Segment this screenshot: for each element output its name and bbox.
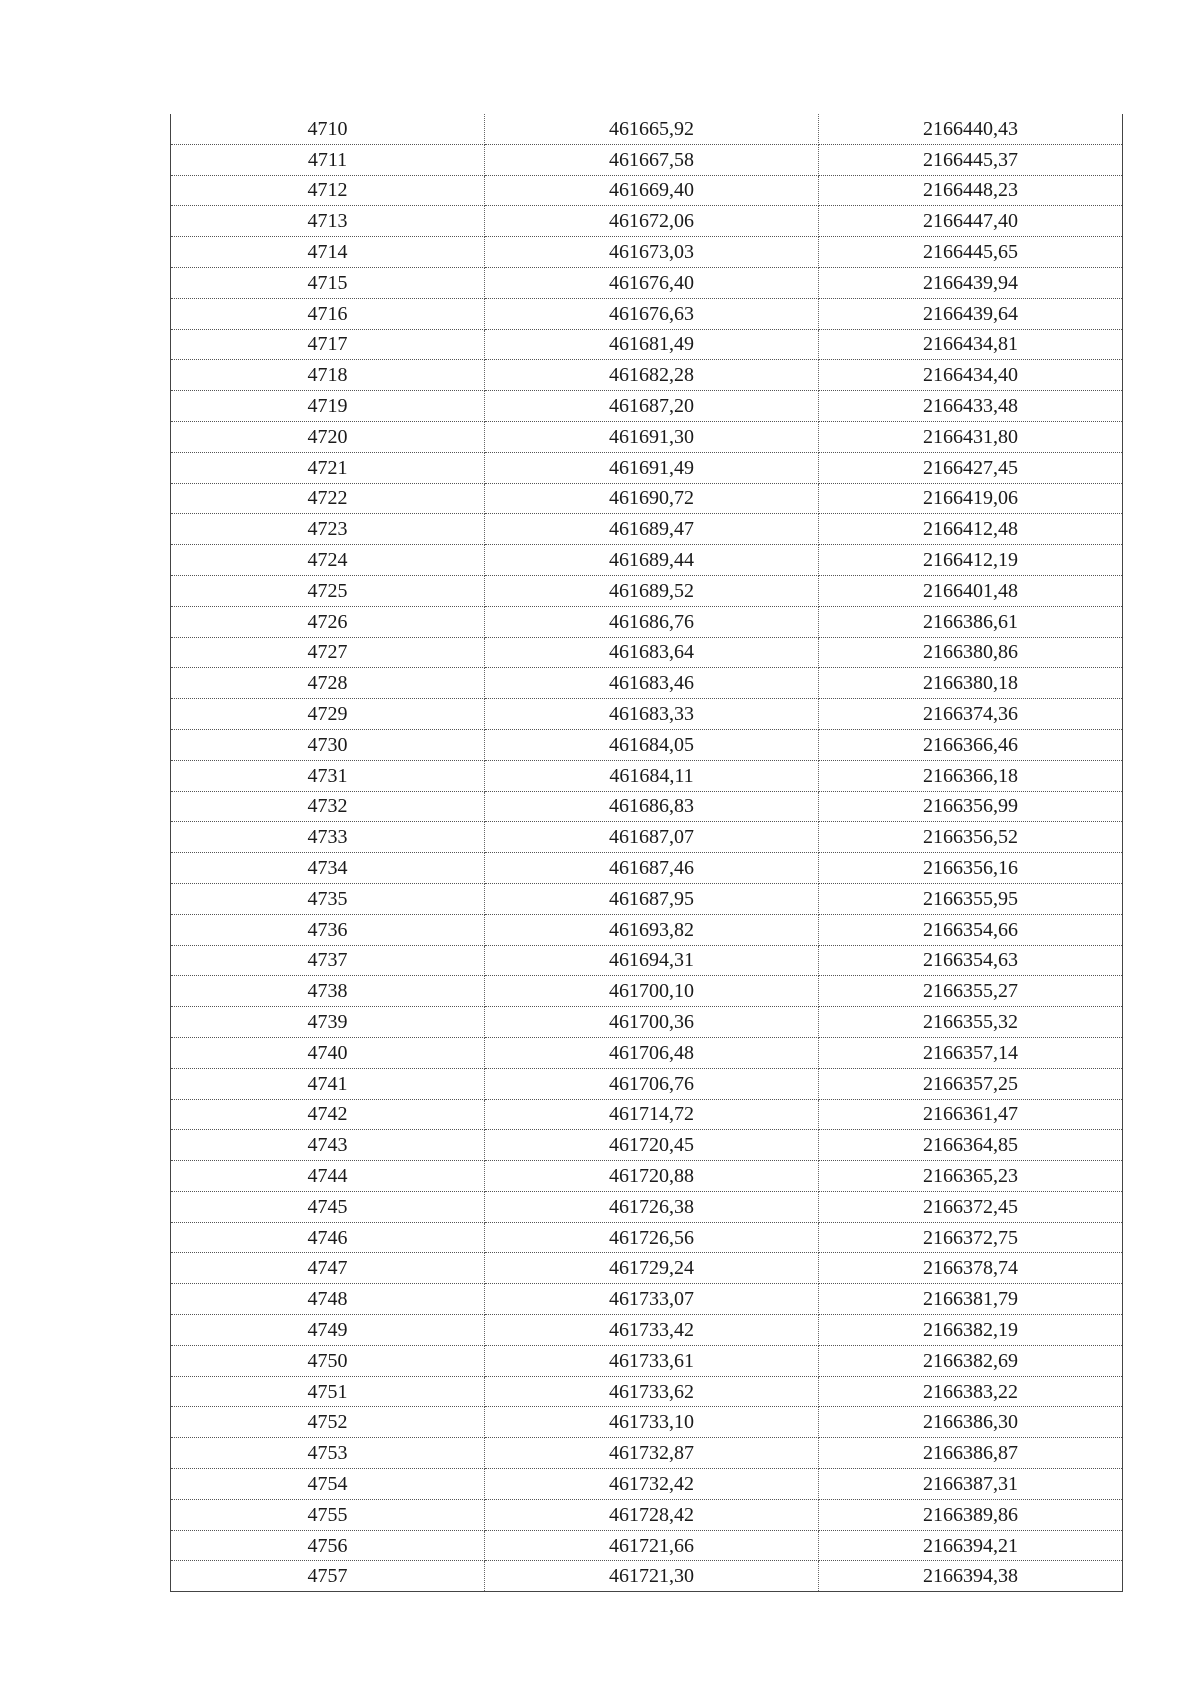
point-number-cell: 4734 bbox=[171, 853, 485, 884]
point-number-cell: 4720 bbox=[171, 421, 485, 452]
point-number-cell: 4744 bbox=[171, 1161, 485, 1192]
y-coordinate-cell: 2166394,38 bbox=[819, 1561, 1123, 1592]
table-row bbox=[171, 1499, 1123, 1530]
y-coordinate-cell: 2166356,16 bbox=[819, 853, 1123, 884]
x-coordinate-cell: 461676,40 bbox=[485, 267, 819, 298]
x-coordinate-cell: 461706,48 bbox=[485, 1037, 819, 1068]
point-number-cell: 4747 bbox=[171, 1253, 485, 1284]
y-coordinate-cell: 2166439,64 bbox=[819, 298, 1123, 329]
point-number-cell: 4754 bbox=[171, 1469, 485, 1500]
coordinates-table bbox=[170, 114, 1123, 1592]
point-number-cell: 4753 bbox=[171, 1438, 485, 1469]
x-coordinate-cell: 461691,30 bbox=[485, 421, 819, 452]
x-coordinate-cell: 461686,83 bbox=[485, 791, 819, 822]
x-coordinate-cell: 461720,45 bbox=[485, 1130, 819, 1161]
table-row bbox=[171, 760, 1123, 791]
table-row bbox=[171, 1099, 1123, 1130]
point-number-cell: 4725 bbox=[171, 575, 485, 606]
table-row bbox=[171, 267, 1123, 298]
table-row bbox=[171, 329, 1123, 360]
table-row bbox=[171, 1376, 1123, 1407]
y-coordinate-cell: 2166401,48 bbox=[819, 575, 1123, 606]
point-number-cell: 4728 bbox=[171, 668, 485, 699]
y-coordinate-cell: 2166386,30 bbox=[819, 1407, 1123, 1438]
y-coordinate-cell: 2166440,43 bbox=[819, 114, 1123, 144]
table-row bbox=[171, 1253, 1123, 1284]
y-coordinate-cell: 2166431,80 bbox=[819, 421, 1123, 452]
x-coordinate-cell: 461681,49 bbox=[485, 329, 819, 360]
table-row bbox=[171, 1561, 1123, 1592]
table-row bbox=[171, 1161, 1123, 1192]
point-number-cell: 4751 bbox=[171, 1376, 485, 1407]
coordinates-table-body bbox=[171, 114, 1123, 1592]
point-number-cell: 4746 bbox=[171, 1222, 485, 1253]
point-number-cell: 4723 bbox=[171, 514, 485, 545]
y-coordinate-cell: 2166372,75 bbox=[819, 1222, 1123, 1253]
y-coordinate-cell: 2166356,52 bbox=[819, 822, 1123, 853]
y-coordinate-cell: 2166361,47 bbox=[819, 1099, 1123, 1130]
point-number-cell: 4738 bbox=[171, 976, 485, 1007]
y-coordinate-cell: 2166394,21 bbox=[819, 1530, 1123, 1561]
point-number-cell: 4712 bbox=[171, 175, 485, 206]
y-coordinate-cell: 2166389,86 bbox=[819, 1499, 1123, 1530]
point-number-cell: 4722 bbox=[171, 483, 485, 514]
point-number-cell: 4721 bbox=[171, 452, 485, 483]
table-row bbox=[171, 1438, 1123, 1469]
point-number-cell: 4740 bbox=[171, 1037, 485, 1068]
table-row bbox=[171, 1315, 1123, 1346]
point-number-cell: 4742 bbox=[171, 1099, 485, 1130]
point-number-cell: 4755 bbox=[171, 1499, 485, 1530]
table-row bbox=[171, 606, 1123, 637]
y-coordinate-cell: 2166378,74 bbox=[819, 1253, 1123, 1284]
x-coordinate-cell: 461691,49 bbox=[485, 452, 819, 483]
y-coordinate-cell: 2166387,31 bbox=[819, 1469, 1123, 1500]
x-coordinate-cell: 461686,76 bbox=[485, 606, 819, 637]
x-coordinate-cell: 461733,42 bbox=[485, 1315, 819, 1346]
point-number-cell: 4741 bbox=[171, 1068, 485, 1099]
y-coordinate-cell: 2166372,45 bbox=[819, 1191, 1123, 1222]
y-coordinate-cell: 2166386,87 bbox=[819, 1438, 1123, 1469]
y-coordinate-cell: 2166448,23 bbox=[819, 175, 1123, 206]
x-coordinate-cell: 461732,87 bbox=[485, 1438, 819, 1469]
x-coordinate-cell: 461694,31 bbox=[485, 945, 819, 976]
point-number-cell: 4733 bbox=[171, 822, 485, 853]
table-row bbox=[171, 1530, 1123, 1561]
table-row bbox=[171, 668, 1123, 699]
point-number-cell: 4729 bbox=[171, 699, 485, 730]
x-coordinate-cell: 461700,36 bbox=[485, 1007, 819, 1038]
y-coordinate-cell: 2166364,85 bbox=[819, 1130, 1123, 1161]
table-row bbox=[171, 853, 1123, 884]
point-number-cell: 4718 bbox=[171, 360, 485, 391]
x-coordinate-cell: 461721,30 bbox=[485, 1561, 819, 1592]
x-coordinate-cell: 461687,20 bbox=[485, 391, 819, 422]
table-row bbox=[171, 791, 1123, 822]
point-number-cell: 4719 bbox=[171, 391, 485, 422]
table-row bbox=[171, 391, 1123, 422]
x-coordinate-cell: 461726,56 bbox=[485, 1222, 819, 1253]
x-coordinate-cell: 461682,28 bbox=[485, 360, 819, 391]
point-number-cell: 4748 bbox=[171, 1284, 485, 1315]
table-row bbox=[171, 729, 1123, 760]
y-coordinate-cell: 2166354,63 bbox=[819, 945, 1123, 976]
table-row bbox=[171, 175, 1123, 206]
y-coordinate-cell: 2166357,14 bbox=[819, 1037, 1123, 1068]
x-coordinate-cell: 461687,46 bbox=[485, 853, 819, 884]
x-coordinate-cell: 461669,40 bbox=[485, 175, 819, 206]
x-coordinate-cell: 461689,52 bbox=[485, 575, 819, 606]
y-coordinate-cell: 2166427,45 bbox=[819, 452, 1123, 483]
point-number-cell: 4710 bbox=[171, 114, 485, 144]
x-coordinate-cell: 461693,82 bbox=[485, 914, 819, 945]
x-coordinate-cell: 461672,06 bbox=[485, 206, 819, 237]
table-row bbox=[171, 452, 1123, 483]
table-row bbox=[171, 699, 1123, 730]
table-row bbox=[171, 114, 1123, 144]
y-coordinate-cell: 2166380,86 bbox=[819, 637, 1123, 668]
x-coordinate-cell: 461667,58 bbox=[485, 144, 819, 175]
y-coordinate-cell: 2166382,69 bbox=[819, 1345, 1123, 1376]
y-coordinate-cell: 2166355,95 bbox=[819, 883, 1123, 914]
point-number-cell: 4756 bbox=[171, 1530, 485, 1561]
y-coordinate-cell: 2166433,48 bbox=[819, 391, 1123, 422]
point-number-cell: 4715 bbox=[171, 267, 485, 298]
table-row bbox=[171, 1345, 1123, 1376]
point-number-cell: 4714 bbox=[171, 237, 485, 268]
point-number-cell: 4717 bbox=[171, 329, 485, 360]
y-coordinate-cell: 2166419,06 bbox=[819, 483, 1123, 514]
table-row bbox=[171, 421, 1123, 452]
table-row bbox=[171, 637, 1123, 668]
x-coordinate-cell: 461690,72 bbox=[485, 483, 819, 514]
table-row bbox=[171, 1007, 1123, 1038]
y-coordinate-cell: 2166355,32 bbox=[819, 1007, 1123, 1038]
table-row bbox=[171, 1222, 1123, 1253]
y-coordinate-cell: 2166434,81 bbox=[819, 329, 1123, 360]
x-coordinate-cell: 461683,33 bbox=[485, 699, 819, 730]
x-coordinate-cell: 461665,92 bbox=[485, 114, 819, 144]
table-row bbox=[171, 945, 1123, 976]
x-coordinate-cell: 461726,38 bbox=[485, 1191, 819, 1222]
x-coordinate-cell: 461689,44 bbox=[485, 545, 819, 576]
point-number-cell: 4731 bbox=[171, 760, 485, 791]
y-coordinate-cell: 2166412,19 bbox=[819, 545, 1123, 576]
table-row bbox=[171, 1191, 1123, 1222]
table-row bbox=[171, 144, 1123, 175]
y-coordinate-cell: 2166380,18 bbox=[819, 668, 1123, 699]
point-number-cell: 4713 bbox=[171, 206, 485, 237]
y-coordinate-cell: 2166382,19 bbox=[819, 1315, 1123, 1346]
x-coordinate-cell: 461673,03 bbox=[485, 237, 819, 268]
y-coordinate-cell: 2166366,18 bbox=[819, 760, 1123, 791]
table-row bbox=[171, 1469, 1123, 1500]
table-row bbox=[171, 914, 1123, 945]
table-row bbox=[171, 883, 1123, 914]
point-number-cell: 4732 bbox=[171, 791, 485, 822]
x-coordinate-cell: 461700,10 bbox=[485, 976, 819, 1007]
point-number-cell: 4724 bbox=[171, 545, 485, 576]
point-number-cell: 4745 bbox=[171, 1191, 485, 1222]
point-number-cell: 4727 bbox=[171, 637, 485, 668]
x-coordinate-cell: 461729,24 bbox=[485, 1253, 819, 1284]
y-coordinate-cell: 2166356,99 bbox=[819, 791, 1123, 822]
y-coordinate-cell: 2166365,23 bbox=[819, 1161, 1123, 1192]
x-coordinate-cell: 461721,66 bbox=[485, 1530, 819, 1561]
point-number-cell: 4757 bbox=[171, 1561, 485, 1592]
y-coordinate-cell: 2166445,65 bbox=[819, 237, 1123, 268]
table-row bbox=[171, 237, 1123, 268]
table-row bbox=[171, 545, 1123, 576]
y-coordinate-cell: 2166434,40 bbox=[819, 360, 1123, 391]
point-number-cell: 4736 bbox=[171, 914, 485, 945]
point-number-cell: 4739 bbox=[171, 1007, 485, 1038]
y-coordinate-cell: 2166354,66 bbox=[819, 914, 1123, 945]
y-coordinate-cell: 2166357,25 bbox=[819, 1068, 1123, 1099]
point-number-cell: 4730 bbox=[171, 729, 485, 760]
table-row bbox=[171, 976, 1123, 1007]
x-coordinate-cell: 461687,07 bbox=[485, 822, 819, 853]
table-row bbox=[171, 483, 1123, 514]
point-number-cell: 4752 bbox=[171, 1407, 485, 1438]
point-number-cell: 4716 bbox=[171, 298, 485, 329]
table-row bbox=[171, 1068, 1123, 1099]
y-coordinate-cell: 2166381,79 bbox=[819, 1284, 1123, 1315]
y-coordinate-cell: 2166366,46 bbox=[819, 729, 1123, 760]
x-coordinate-cell: 461706,76 bbox=[485, 1068, 819, 1099]
x-coordinate-cell: 461683,64 bbox=[485, 637, 819, 668]
y-coordinate-cell: 2166355,27 bbox=[819, 976, 1123, 1007]
y-coordinate-cell: 2166447,40 bbox=[819, 206, 1123, 237]
x-coordinate-cell: 461733,62 bbox=[485, 1376, 819, 1407]
table-row bbox=[171, 514, 1123, 545]
y-coordinate-cell: 2166439,94 bbox=[819, 267, 1123, 298]
x-coordinate-cell: 461732,42 bbox=[485, 1469, 819, 1500]
x-coordinate-cell: 461714,72 bbox=[485, 1099, 819, 1130]
point-number-cell: 4726 bbox=[171, 606, 485, 637]
x-coordinate-cell: 461733,07 bbox=[485, 1284, 819, 1315]
point-number-cell: 4750 bbox=[171, 1345, 485, 1376]
x-coordinate-cell: 461687,95 bbox=[485, 883, 819, 914]
table-row bbox=[171, 822, 1123, 853]
point-number-cell: 4737 bbox=[171, 945, 485, 976]
x-coordinate-cell: 461689,47 bbox=[485, 514, 819, 545]
point-number-cell: 4743 bbox=[171, 1130, 485, 1161]
table-row bbox=[171, 1130, 1123, 1161]
table-row bbox=[171, 206, 1123, 237]
point-number-cell: 4711 bbox=[171, 144, 485, 175]
x-coordinate-cell: 461733,10 bbox=[485, 1407, 819, 1438]
table-row bbox=[171, 575, 1123, 606]
x-coordinate-cell: 461684,05 bbox=[485, 729, 819, 760]
y-coordinate-cell: 2166386,61 bbox=[819, 606, 1123, 637]
point-number-cell: 4735 bbox=[171, 883, 485, 914]
table-row bbox=[171, 1407, 1123, 1438]
table-row bbox=[171, 1284, 1123, 1315]
y-coordinate-cell: 2166383,22 bbox=[819, 1376, 1123, 1407]
x-coordinate-cell: 461733,61 bbox=[485, 1345, 819, 1376]
x-coordinate-cell: 461676,63 bbox=[485, 298, 819, 329]
table-row bbox=[171, 298, 1123, 329]
x-coordinate-cell: 461720,88 bbox=[485, 1161, 819, 1192]
table-row bbox=[171, 1037, 1123, 1068]
x-coordinate-cell: 461684,11 bbox=[485, 760, 819, 791]
x-coordinate-cell: 461683,46 bbox=[485, 668, 819, 699]
y-coordinate-cell: 2166412,48 bbox=[819, 514, 1123, 545]
x-coordinate-cell: 461728,42 bbox=[485, 1499, 819, 1530]
table-row bbox=[171, 360, 1123, 391]
point-number-cell: 4749 bbox=[171, 1315, 485, 1346]
y-coordinate-cell: 2166445,37 bbox=[819, 144, 1123, 175]
y-coordinate-cell: 2166374,36 bbox=[819, 699, 1123, 730]
